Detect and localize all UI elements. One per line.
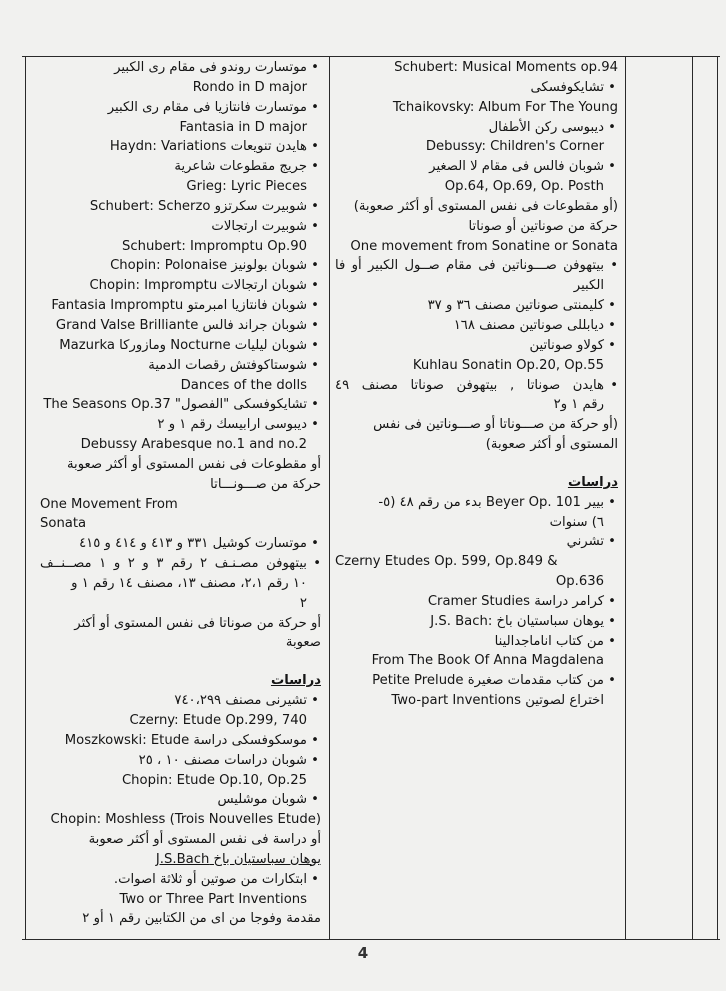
list-item: Schubert: Impromptu Op.90: [121, 238, 307, 254]
list-item-continuation: ٦) سنوات: [549, 514, 604, 530]
list-item: Op.636: [555, 574, 604, 590]
left-column: [40, 58, 321, 939]
paragraph-line: مقدمة وفوجا من اى من الكتابين رقم ١ أو ٢: [82, 911, 321, 927]
section-heading: دراسات: [567, 474, 618, 490]
list-item: Kuhlau Sonatin Op.20, Op.55: [412, 357, 604, 373]
paragraph-line: أو دراسة فى نفس المستوى أو أكثر صعوبة: [88, 832, 321, 848]
list-item: • شوبان دراسات مصنف ١٠ ، ٢٥: [40, 751, 321, 771]
list-item: • هايدن صوناتا , بيتهوفن صوناتا مصنف ٤٩: [335, 376, 618, 396]
list-item: • يوهان سباستيان باخ :J.S. Bach: [335, 612, 618, 632]
list-item: • شوستاكوفتش رقصات الدمية: [40, 356, 321, 376]
list-item: • ديبوسى ارابيسك رقم ١ و ٢: [40, 415, 321, 435]
paragraph-line: حركة من صـــونـــاتا: [210, 476, 321, 492]
list-item: Chopin: Etude Op.10, Op.25: [121, 772, 307, 788]
list-item: • تشايكوفسكى: [335, 78, 618, 98]
list-item: Tchaikovsky: Album For The Young: [392, 99, 618, 115]
list-item: • ديبوسى ركن الأطفال: [335, 118, 618, 138]
paragraph-line: أو مقطوعات فى نفس المستوى أو أكثر صعوبة: [66, 456, 321, 472]
column-divider: [329, 56, 330, 940]
list-item: • تشايكوفسكى "الفصول" The Seasons Op.37: [40, 395, 321, 415]
paragraph-line: يوهان سباستيان باخ J.S.Bach: [155, 851, 321, 867]
list-item: Czerny Etudes Op. 599, Op.849 &: [335, 554, 558, 570]
list-item: • بيتهوفن مصـنـف ٢ رقم ٣ و ٢ و ١ مصــنــف: [40, 554, 321, 574]
list-item: • شوبان بولونيز Chopin: Polonaise: [40, 256, 321, 276]
right-column: [335, 58, 618, 939]
column-divider-3: [692, 56, 693, 940]
list-item: • ابتكارات من صوتين أو ثلاثة اصوات.: [40, 870, 321, 890]
paragraph-line: المستوى أو أكثر صعوبة): [485, 437, 618, 453]
paragraph-line: أو حركة من صوناتا فى نفس المستوى أو أكثر: [74, 615, 321, 631]
table-bottom-border: [22, 939, 720, 940]
list-item: • موتسارت روندو فى مقام رى الكبير: [40, 58, 321, 78]
spacer: [335, 455, 618, 465]
list-item: • كليمنتى صوناتين مصنف ٣٦ و ٣٧: [335, 296, 618, 316]
list-item: • تشيرنى مصنف ٧٤٠،٢٩٩: [40, 691, 321, 711]
list-item: Op.64, Op.69, Op. Posth: [444, 179, 604, 195]
paragraph-line: One Movement From: [40, 496, 178, 512]
list-item: • شوبان جراند فالس Grand Valse Brilliante: [40, 316, 321, 336]
list-item: اختراع لصوتين Two-part Inventions: [391, 693, 604, 709]
list-item: • بيتهوفن صـــوناتين فى مقام صــول الكبير أو فا: [335, 256, 618, 276]
spacer: [40, 653, 321, 663]
paragraph-line: One movement from Sonatine or Sonata: [350, 238, 618, 254]
section-heading: دراسات: [270, 673, 321, 689]
list-item: From The Book Of Anna Magdalena: [371, 653, 604, 669]
list-item: • شوبان ارتجالات Chopin: Impromptu: [40, 276, 321, 296]
list-item: Dances of the dolls: [180, 377, 307, 393]
table-left-border: [25, 56, 26, 940]
list-item: Schubert: Musical Moments op.94: [394, 60, 618, 75]
table-right-border: [717, 56, 718, 940]
list-item-continuation: رقم ١ و٢: [553, 397, 604, 413]
list-item: Rondo in D major: [192, 79, 307, 95]
list-item: Chopin: Moshless (Trois Nouvelles Etude): [50, 812, 321, 828]
paragraph-line: Sonata: [40, 516, 87, 532]
table-top-border: [22, 56, 720, 57]
list-item-continuation: الكبير: [573, 278, 604, 294]
column-divider-2: [625, 56, 626, 940]
list-item: • من كتاب اناماجدالينا: [335, 632, 618, 652]
paragraph-line: (أو مقطوعات فى نفس المستوى أو أكثر صعوبة): [353, 198, 618, 214]
list-item: Debussy Arabesque no.1 and no.2: [80, 437, 307, 453]
page-number: 4: [357, 944, 369, 962]
list-item-continuation: ١٠ رقم ٢،١، مصنف ١٣، مصنف ١٤ رقم ١ و: [71, 575, 307, 591]
list-item: • موسكوفسكى دراسة Moszkowski: Etude: [40, 731, 321, 751]
list-item: • ديابللى صوناتين مصنف ١٦٨: [335, 316, 618, 336]
list-item: Debussy: Children's Corner: [425, 139, 604, 155]
list-item: Fantasia in D major: [179, 119, 307, 135]
list-item: • بيير Beyer Op. 101 بدء من رقم ٤٨ (٥-: [335, 493, 618, 513]
list-item-continuation: ٢: [299, 595, 307, 611]
list-item: • تشرني: [335, 532, 618, 552]
list-item: • هايدن تنويعات Haydn: Variations: [40, 137, 321, 157]
list-item: • كرامر دراسة Cramer Studies: [335, 592, 618, 612]
list-item: • كولاو صوناتين: [335, 336, 618, 356]
list-item: • شوبان فانتازيا امبرمتو Fantasia Impromptu: [40, 296, 321, 316]
list-item: Two or Three Part Inventions: [119, 891, 307, 907]
paragraph-line: (أو حركة من صـــوناتا أو صـــوناتين فى نفس: [373, 417, 618, 433]
list-item: Czerny: Etude Op.299, 740: [129, 713, 307, 728]
list-item: • شوبان فالس فى مقام لا الصغير: [335, 157, 618, 177]
list-item: • شوبان ليليات Nocturne ومازوركا Mazurka: [40, 336, 321, 356]
list-item: • موتسارت فانتازيا فى مقام رى الكبير: [40, 98, 321, 118]
paragraph-line: صعوبة: [285, 635, 321, 651]
list-item: Grieg: Lyric Pieces: [186, 179, 307, 195]
list-item: • شوبيرت ارتجالات: [40, 217, 321, 237]
list-item: • شوبان موشليس: [40, 790, 321, 810]
list-item: • شوبيرت سكرتزو Schubert: Scherzo: [40, 197, 321, 217]
paragraph-line: حركة من صوناتين أو صوناتا: [468, 218, 618, 234]
list-item: • من كتاب مقدمات صغيرة Petite Prelude: [335, 671, 618, 691]
list-item: • جريج مقطوعات شاعرية: [40, 157, 321, 177]
list-item: • موتسارت كوشيل ٣٣١ و ٤١٣ و ٤١٤ و ٤١٥: [40, 534, 321, 554]
